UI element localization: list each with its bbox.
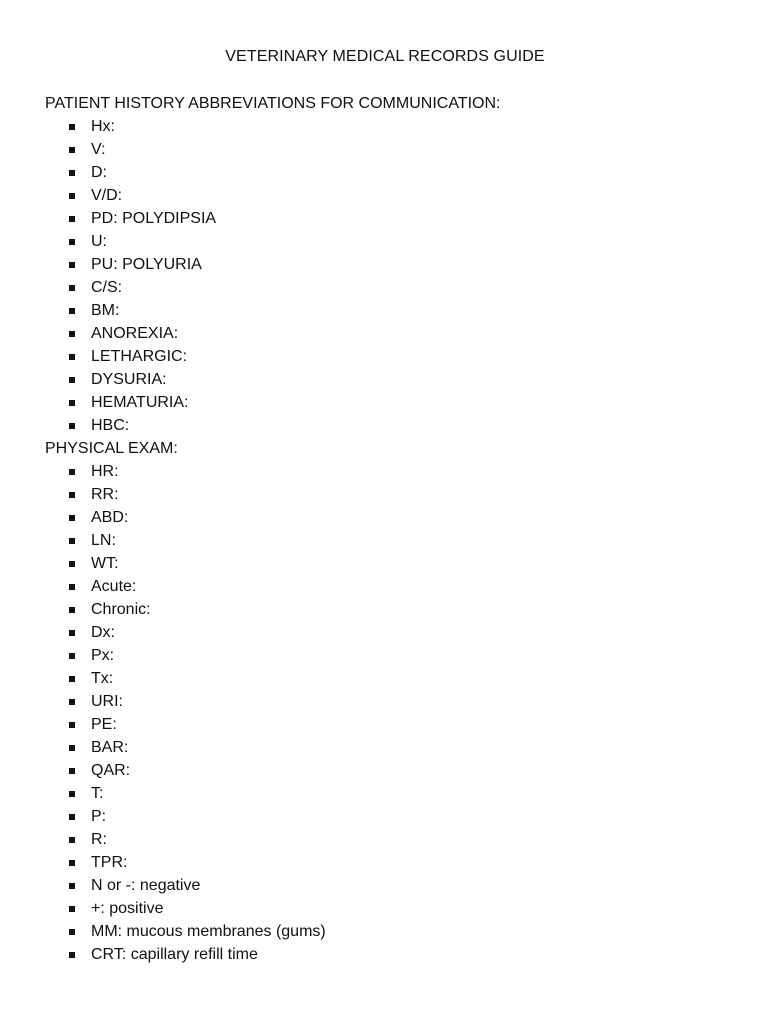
list-item [0, 414, 216, 437]
square-bullet-icon [69, 216, 75, 222]
list-item [0, 897, 326, 920]
list-item [0, 184, 216, 207]
list-item-text: +: positive [91, 900, 164, 917]
list-item-text: R: [91, 831, 107, 848]
list-item [0, 713, 326, 736]
square-bullet-icon [69, 354, 75, 360]
list-item-text: Dx: [91, 624, 115, 641]
list-item [0, 621, 326, 644]
square-bullet-icon [69, 538, 75, 544]
list-item-text: PU: POLYURIA [91, 256, 202, 273]
square-bullet-icon [69, 193, 75, 199]
list-item [0, 874, 326, 897]
list-item-text: BM: [91, 302, 120, 319]
square-bullet-icon [69, 584, 75, 590]
list-item [0, 575, 326, 598]
list-item [0, 207, 216, 230]
list-item [0, 667, 326, 690]
square-bullet-icon [69, 262, 75, 268]
square-bullet-icon [69, 860, 75, 866]
list-item-text: Px: [91, 647, 115, 664]
list-item [0, 805, 326, 828]
list-item-text: T: [91, 785, 104, 802]
list-item-text: V/D: [91, 187, 123, 204]
square-bullet-icon [69, 239, 75, 245]
list-item-text: RR: [91, 486, 119, 503]
list-item [0, 138, 216, 161]
square-bullet-icon [69, 745, 75, 751]
square-bullet-icon [69, 308, 75, 314]
list-item [0, 299, 216, 322]
square-bullet-icon [69, 147, 75, 153]
square-bullet-icon [69, 929, 75, 935]
square-bullet-icon [69, 837, 75, 843]
list-item-text: C/S: [91, 279, 123, 296]
list-item-text: LN: [91, 532, 116, 549]
square-bullet-icon [69, 791, 75, 797]
square-bullet-icon [69, 814, 75, 820]
list-item-text: QAR: [91, 762, 131, 779]
list-item [0, 460, 326, 483]
list-item-text: Acute: [91, 578, 137, 595]
section-heading-patient-history: PATIENT HISTORY ABBREVIATIONS FOR COMMUNICATION: [45, 95, 501, 112]
square-bullet-icon [69, 768, 75, 774]
list-item-text: TPR: [91, 854, 128, 871]
list-item-text: D: [91, 164, 107, 181]
list-item [0, 736, 326, 759]
list-item-text: HEMATURIA: [91, 394, 189, 411]
square-bullet-icon [69, 124, 75, 130]
list-item [0, 322, 216, 345]
square-bullet-icon [69, 883, 75, 889]
list-item [0, 506, 326, 529]
list-item [0, 276, 216, 299]
list-item-text: HBC: [91, 417, 130, 434]
square-bullet-icon [69, 699, 75, 705]
list-item [0, 782, 326, 805]
square-bullet-icon [69, 423, 75, 429]
list-item [0, 368, 216, 391]
list-item [0, 690, 326, 713]
list-item [0, 851, 326, 874]
list-item-text: Tx: [91, 670, 114, 687]
list-item [0, 253, 216, 276]
list-item-text: PD: POLYDIPSIA [91, 210, 217, 227]
list-item [0, 483, 326, 506]
square-bullet-icon [69, 676, 75, 682]
patient-history-list [0, 115, 216, 437]
list-item [0, 161, 216, 184]
square-bullet-icon [69, 906, 75, 912]
list-item [0, 115, 216, 138]
list-item [0, 529, 326, 552]
square-bullet-icon [69, 722, 75, 728]
list-item-text: ANOREXIA: [91, 325, 179, 342]
list-item [0, 598, 326, 621]
list-item-text: ABD: [91, 509, 129, 526]
list-item-text: U: [91, 233, 107, 250]
list-item-text: LETHARGIC: [91, 348, 188, 365]
list-item [0, 552, 326, 575]
square-bullet-icon [69, 170, 75, 176]
square-bullet-icon [69, 561, 75, 567]
list-item [0, 230, 216, 253]
list-item-text: BAR: [91, 739, 129, 756]
list-item-text: Hx: [91, 118, 115, 135]
list-item [0, 644, 326, 667]
list-item-text: HR: [91, 463, 119, 480]
square-bullet-icon [69, 469, 75, 475]
list-item-text: URI: [91, 693, 123, 710]
list-item [0, 345, 216, 368]
list-item [0, 391, 216, 414]
list-item-text: N or -: negative [91, 877, 201, 894]
square-bullet-icon [69, 377, 75, 383]
list-item [0, 920, 326, 943]
list-item-text: V: [91, 141, 106, 158]
section-heading-physical-exam: PHYSICAL EXAM: [45, 440, 178, 457]
list-item-text: MM: mucous membranes (gums) [91, 923, 326, 940]
square-bullet-icon [69, 492, 75, 498]
list-item-text: CRT: capillary refill time [91, 946, 258, 963]
square-bullet-icon [69, 630, 75, 636]
document-title: VETERINARY MEDICAL RECORDS GUIDE [225, 48, 545, 65]
list-item-text: P: [91, 808, 107, 825]
square-bullet-icon [69, 952, 75, 958]
square-bullet-icon [69, 607, 75, 613]
physical-exam-list [0, 460, 326, 966]
list-item-text: WT: [91, 555, 119, 572]
list-item [0, 828, 326, 851]
square-bullet-icon [69, 653, 75, 659]
list-item [0, 943, 326, 966]
list-item-text: Chronic: [91, 601, 151, 618]
square-bullet-icon [69, 285, 75, 291]
list-item-text: PE: [91, 716, 117, 733]
square-bullet-icon [69, 400, 75, 406]
square-bullet-icon [69, 515, 75, 521]
square-bullet-icon [69, 331, 75, 337]
list-item-text: DYSURIA: [91, 371, 167, 388]
list-item [0, 759, 326, 782]
